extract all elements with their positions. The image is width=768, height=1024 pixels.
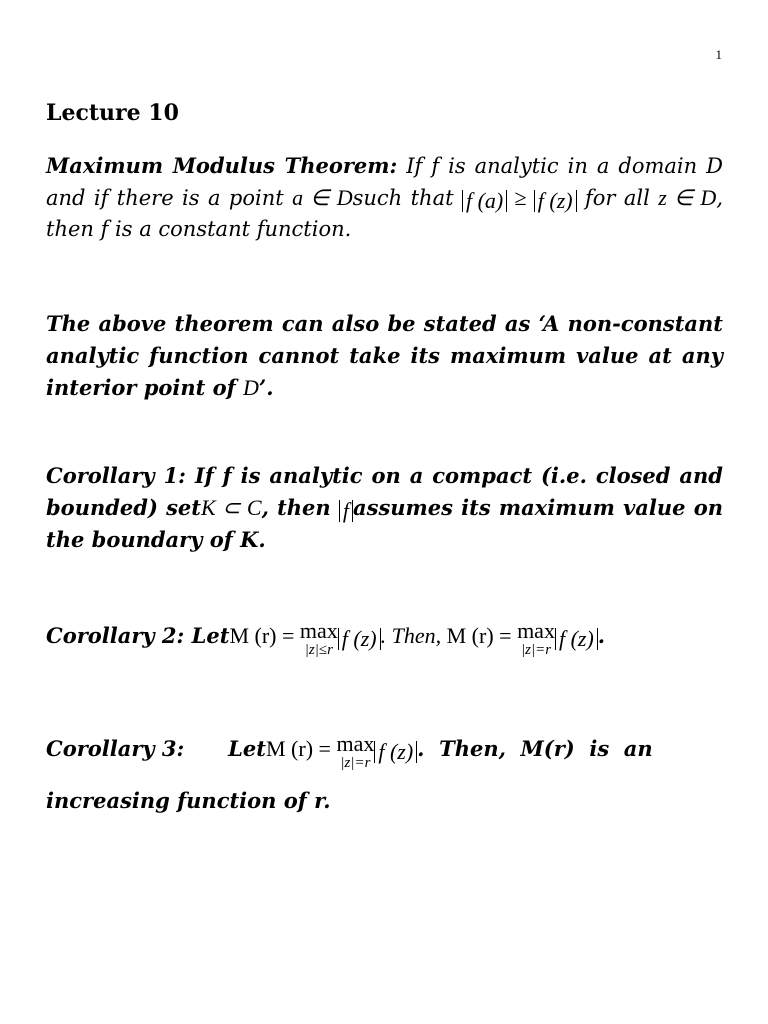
max-label-2: max	[517, 618, 555, 643]
corollary-3	[46, 733, 723, 771]
max-label-3: max	[336, 731, 375, 756]
math-d: D	[243, 375, 259, 400]
corollary2-end: .	[597, 623, 606, 648]
corollary-1	[46, 460, 723, 556]
corollary1-text-3: assumes its maximum value on the boundary of K.	[46, 495, 723, 552]
theorem-text-1: If f is analytic in a domain D and if there is a point	[46, 154, 723, 210]
lecture-heading: Lecture 10	[46, 100, 179, 126]
corollary1-text-1: Corollary 1: If f is analytic on a compact (i.e. closed and bounded) set	[46, 463, 723, 520]
corollary2-then: . Then,	[380, 623, 447, 648]
max-operator-leq	[300, 620, 338, 658]
theorem-text-3: for all	[576, 186, 659, 210]
corollary1-text-2: , then	[261, 495, 339, 520]
page-number: 1	[715, 47, 722, 62]
math-abs-f-z: f (z)	[534, 190, 577, 212]
math-z-in-d: z ∈ D	[658, 185, 717, 210]
corollary3-line2: increasing function of r.	[46, 788, 331, 813]
math-m-r: M (r) =	[229, 623, 300, 648]
corollary3-text: . Then, M(r) is an	[417, 736, 653, 761]
math-abs-f-z-3: f (z)	[374, 741, 417, 763]
math-abs-f: f	[339, 500, 353, 522]
corollary2-label: Corollary 2: Let	[46, 623, 230, 648]
theorem-statement	[46, 150, 723, 245]
theorem-restatement	[46, 308, 723, 404]
math-a-in-d: a ∈ D	[292, 185, 353, 210]
max-subscript-3: |z|=r	[340, 755, 371, 771]
max-operator-3	[336, 733, 374, 771]
theorem-text-2: such that	[352, 186, 462, 210]
math-abs-f-z-2a: f (z)	[338, 628, 381, 650]
max-subscript-leq: |z|≤r	[304, 642, 333, 658]
restatement-end: ’.	[258, 375, 274, 400]
restatement-text: The above theorem can also be stated as ‘A non-constant analytic function cannot take its maximum value at any interior point of	[46, 311, 723, 400]
theorem-text-4: , then f is a constant function.	[46, 186, 724, 241]
corollary3-label: Corollary 3: Let	[46, 736, 266, 761]
corollary-3-line-2	[46, 785, 723, 817]
math-abs-f-a: f (a)	[462, 190, 507, 212]
math-geq: ≥	[507, 185, 534, 210]
corollary-2	[46, 620, 723, 658]
math-k-subset-c: K ⊂ C	[200, 495, 262, 520]
max-subscript-eq: |z|=r	[520, 642, 552, 658]
math-m-r-3: M (r) =	[266, 736, 337, 761]
math-abs-f-z-2b: f (z)	[555, 628, 598, 650]
math-m-r-2: M (r) =	[446, 623, 518, 648]
max-label: max	[299, 618, 338, 643]
max-operator-eq	[517, 620, 555, 658]
theorem-title: Maximum Modulus Theorem:	[46, 153, 398, 178]
